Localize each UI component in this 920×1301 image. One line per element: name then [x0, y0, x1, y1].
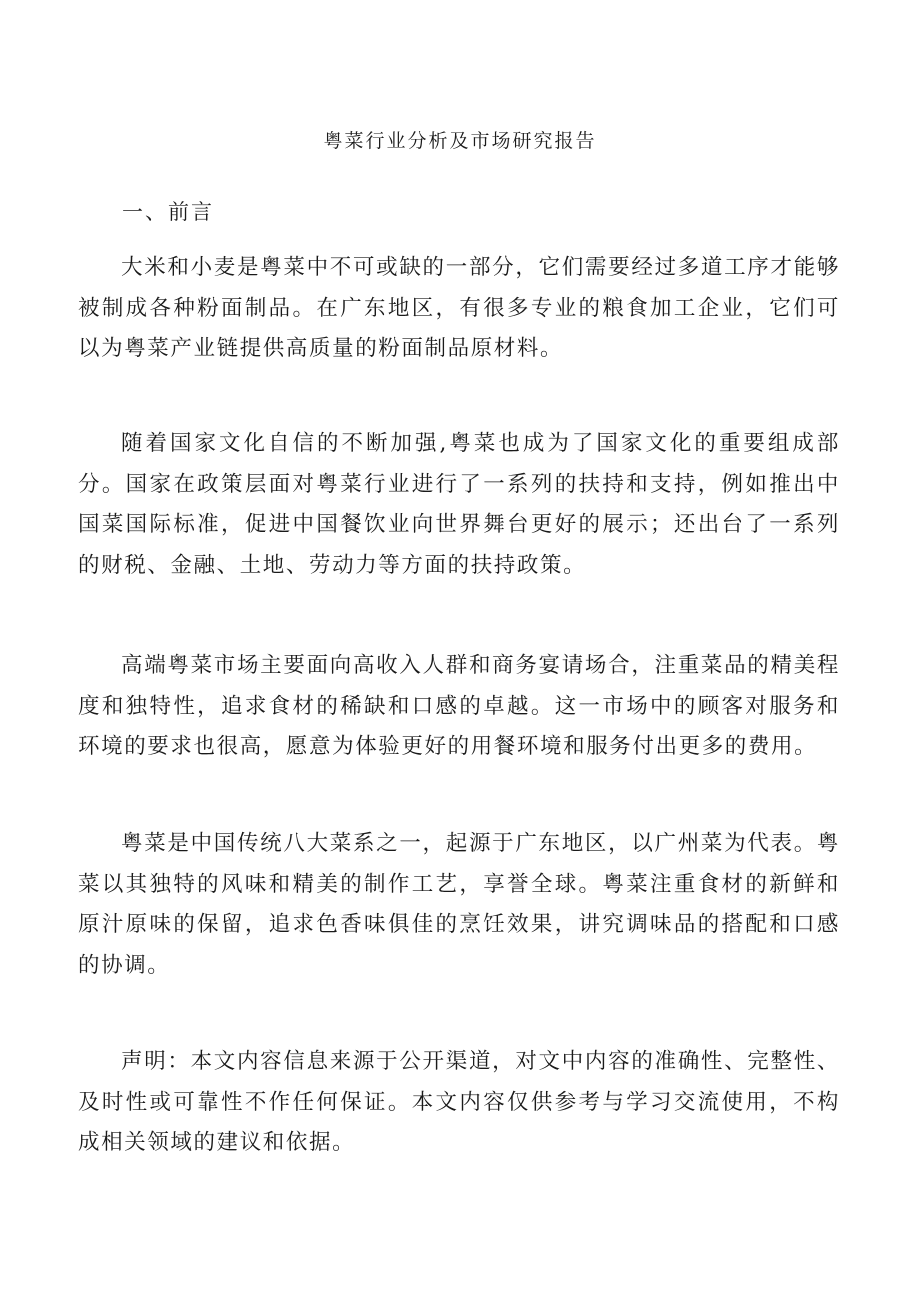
disclaimer-paragraph: 声明：本文内容信息来源于公开渠道，对文中内容的准确性、完整性、及时性或可靠性不作任何保证。本文内容仅供参考与学习交流使用，不构成相关领域的建议和依据。 — [78, 1049, 840, 1155]
body-paragraph: 高端粤菜市场主要面向高收入人群和商务宴请场合，注重菜品的精美程度和独特性，追求食材的稀缺和口感的卓越。这一市场中的顾客对服务和环境的要求也很高，愿意为体验更好的用餐环境和服务付出更多的费用。 — [78, 653, 840, 759]
section-heading: 一、前言 — [122, 200, 214, 224]
body-paragraph: 大米和小麦是粤菜中不可或缺的一部分，它们需要经过多道工序才能够被制成各种粉面制品。在广东地区，有很多专业的粮食加工企业，它们可以为粤菜产业链提供高质量的粉面制品原材料。 — [78, 255, 840, 361]
body-paragraph: 随着国家文化自信的不断加强,粤菜也成为了国家文化的重要组成部分。国家在政策层面对粤菜行业进行了一系列的扶持和支持，例如推出中国菜国际标准，促进中国餐饮业向世界舞台更好的展示；还出台了一系列的财税、金融、土地、劳动力等方面的扶持政策。 — [78, 431, 840, 578]
document-title: 粤菜行业分析及市场研究报告 — [323, 130, 597, 152]
body-paragraph: 粤菜是中国传统八大菜系之一，起源于广东地区，以广州菜为代表。粤菜以其独特的风味和精美的制作工艺，享誉全球。粤菜注重食材的新鲜和原汁原味的保留，追求色香味俱佳的烹饪效果，讲究调味品的搭配和口感的协调。 — [78, 831, 840, 978]
